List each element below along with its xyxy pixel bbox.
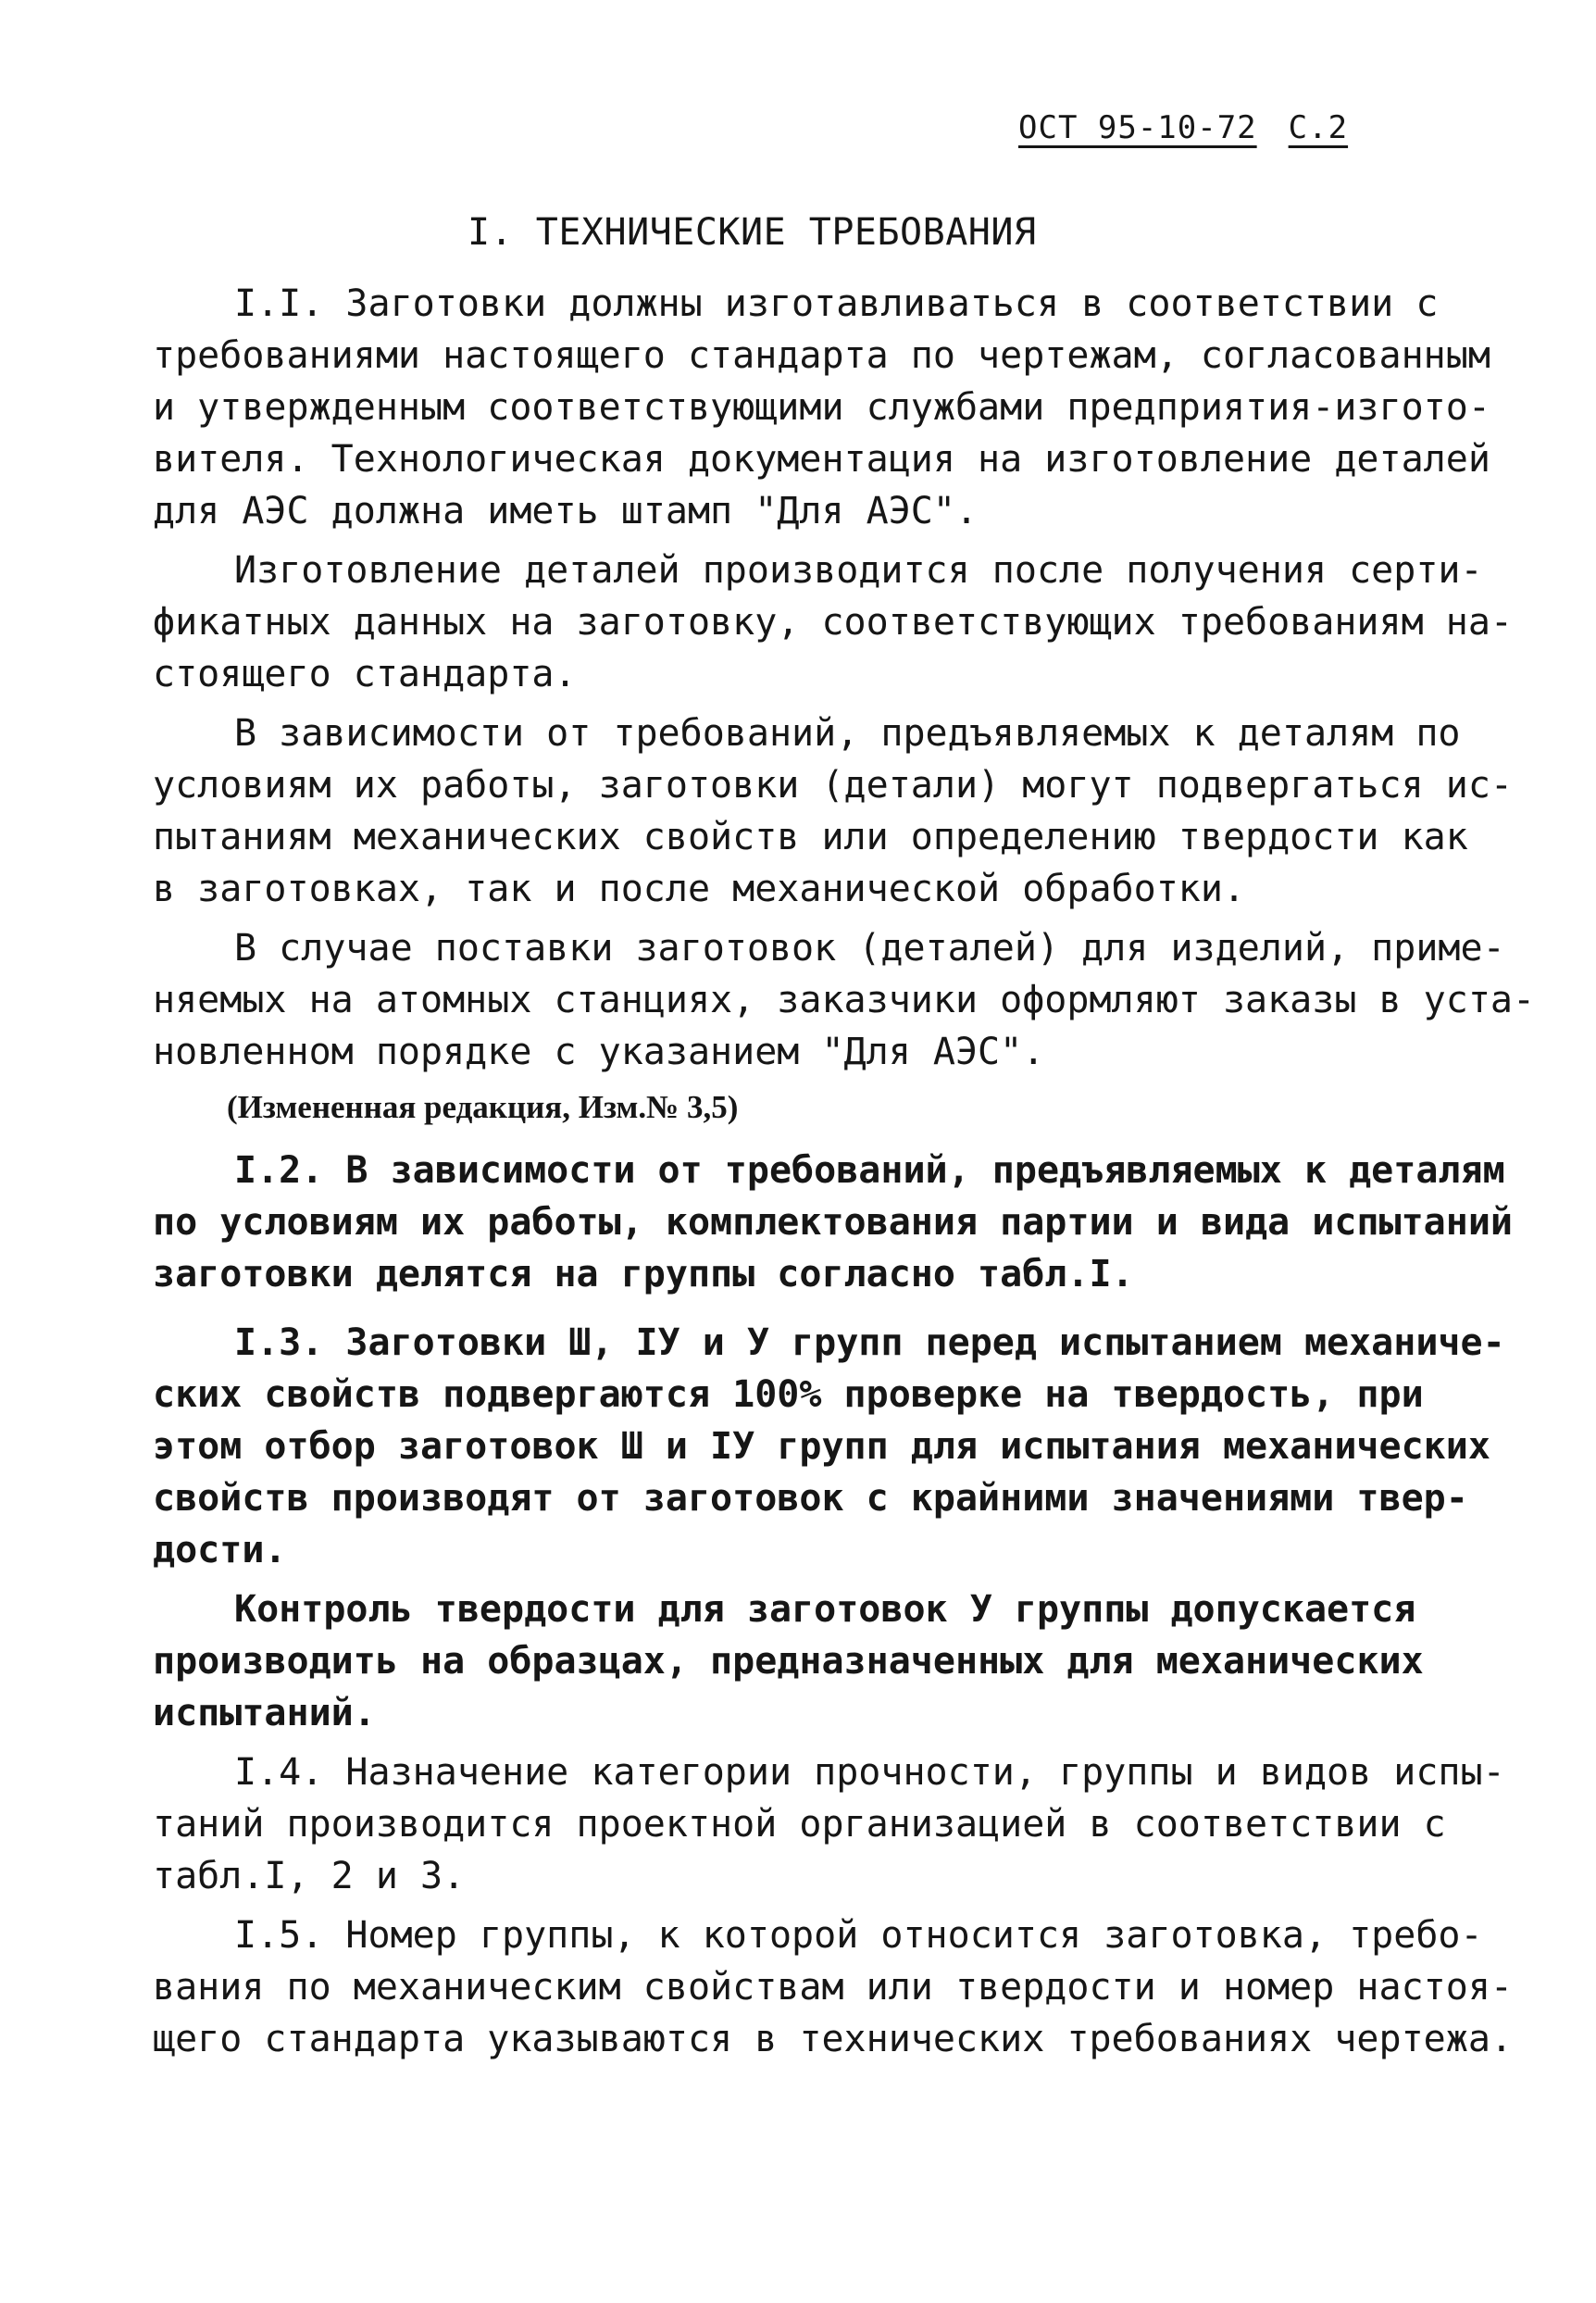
paragraph-line: условиям их работы, заготовки (детали) могут подвергаться ис- bbox=[153, 764, 1514, 807]
paragraph-line: I.I. Заготовки должны изготавливаться в соответствии с bbox=[234, 282, 1439, 325]
paragraph-line: для АЭС должна иметь штамп "Для АЭС". bbox=[153, 490, 979, 532]
paragraph-line: производить на образцах, предназначенных для механических bbox=[153, 1640, 1424, 1683]
paragraph-line: свойств производят от заготовок с крайними значениями твер- bbox=[153, 1477, 1468, 1520]
paragraph-line: этом отбор заготовок Ш и IУ групп для испытания механических bbox=[153, 1425, 1490, 1468]
paragraph-line: I.5. Номер группы, к которой относится заготовка, требо- bbox=[234, 1914, 1483, 1957]
paragraph-line: I.3. Заготовки Ш, IУ и У групп перед испытанием механиче- bbox=[234, 1321, 1505, 1364]
paragraph-1-3 bbox=[153, 1317, 1505, 1576]
paragraph-line: ских свойств подвергаются 100% проверке на твердость, при bbox=[153, 1373, 1424, 1416]
paragraph-line: новленном порядке с указанием "Для АЭС". bbox=[153, 1031, 1045, 1073]
body-text bbox=[153, 278, 1536, 2065]
paragraph-line: В зависимости от требований, предъявляемых к деталям по bbox=[234, 712, 1461, 755]
paragraph-line: Изготовление деталей производится после получения серти- bbox=[234, 549, 1483, 592]
paragraph-line: требованиями настоящего стандарта по чертежам, согласованным bbox=[153, 334, 1490, 377]
paragraph-line: I.4. Назначение категории прочности, группы и видов испы- bbox=[234, 1751, 1505, 1794]
paragraph-line: няемых на атомных станциях, заказчики оформляют заказы в уста- bbox=[153, 979, 1536, 1021]
paragraph-line: в заготовках, так и после механической обработки. bbox=[153, 868, 1246, 910]
paragraph-line: пытаниям механических свойств или определению твердости как bbox=[153, 816, 1468, 858]
page-header bbox=[1018, 109, 1407, 146]
standard-number: ОСТ 95-10-72 bbox=[1018, 109, 1257, 146]
amendment-note: (Измененная редакция, Изм.№ 3,5) bbox=[227, 1089, 739, 1125]
paragraph-line: табл.I, 2 и 3. bbox=[153, 1855, 466, 1897]
paragraph-line: Контроль твердости для заготовок У группы допускается bbox=[234, 1588, 1416, 1631]
paragraph-line: I.2. В зависимости от требований, предъявляемых к деталям bbox=[234, 1149, 1505, 1192]
paragraph-line: вания по механическим свойствам или твердости и номер настоя- bbox=[153, 1966, 1514, 2009]
paragraph-line: по условиям их работы, комплектования партии и вида испытаний bbox=[153, 1201, 1514, 1244]
paragraph-line: В случае поставки заготовок (деталей) для изделий, приме- bbox=[234, 927, 1505, 970]
paragraph-line: дости. bbox=[153, 1529, 287, 1571]
paragraph-line: фикатных данных на заготовку, соответствующих требованиям на- bbox=[153, 601, 1514, 644]
paragraph-manufacturing bbox=[153, 544, 1514, 700]
paragraph-1-1 bbox=[153, 278, 1490, 537]
paragraph-line: стоящего стандарта. bbox=[153, 653, 577, 695]
paragraph-1-4 bbox=[153, 1746, 1505, 1902]
paragraph-line: заготовки делятся на группы согласно табл.I. bbox=[153, 1253, 1134, 1295]
paragraph-line: щего стандарта указываются в технических требованиях чертежа. bbox=[153, 2018, 1514, 2060]
page-number: С.2 bbox=[1288, 109, 1349, 146]
paragraph-1-2 bbox=[153, 1145, 1514, 1300]
paragraph-1-5 bbox=[153, 1909, 1514, 2065]
paragraph-supply bbox=[153, 922, 1536, 1078]
paragraph-line: вителя. Технологическая документация на изготовление деталей bbox=[153, 438, 1490, 481]
paragraph-testing bbox=[153, 707, 1514, 915]
paragraph-hardness-control bbox=[153, 1583, 1467, 1739]
paragraph-line: таний производится проектной организацией в соответствии с bbox=[153, 1803, 1446, 1846]
paragraph-line: испытаний. bbox=[153, 1692, 376, 1734]
section-title: I. ТЕХНИЧЕСКИЕ ТРЕБОВАНИЯ bbox=[468, 211, 1037, 254]
paragraph-line: и утвержденным соответствующими службами предприятия-изгото- bbox=[153, 386, 1490, 429]
